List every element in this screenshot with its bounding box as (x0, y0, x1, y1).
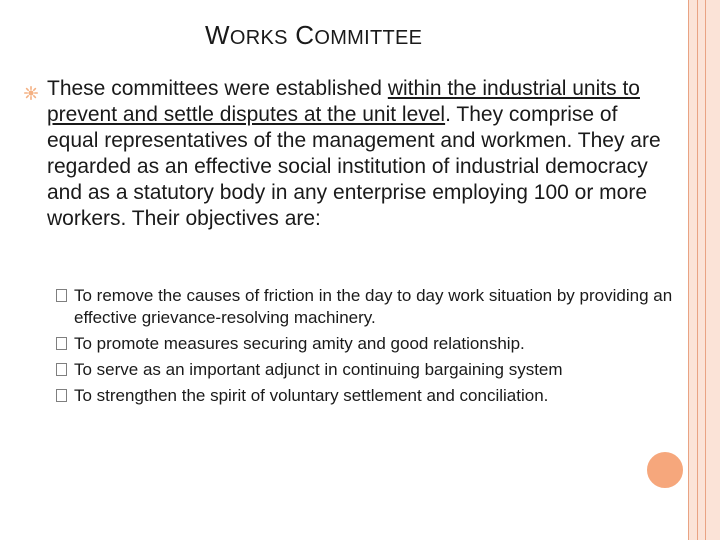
intro-text: These committees were established (47, 77, 388, 100)
frame-line (705, 0, 706, 540)
empty-box-icon (56, 337, 67, 350)
intro-text: . They comprise of equal representatives of the management and workmen. They are regarded as an effective social institution of industrial democracy and as a statutory body in any enterprise employing 100 or more workers. Their objectives are: (47, 103, 661, 230)
title-word-rest: ORKS (229, 27, 288, 49)
empty-box-icon (56, 289, 67, 302)
empty-box-icon (56, 389, 67, 402)
objective-text: To remove the causes of friction in the day to day work situation by providing an effective grievance-resolving machinery. (74, 286, 673, 327)
slide-title (205, 20, 505, 50)
title-initial: W (205, 20, 230, 50)
empty-box-icon (56, 363, 67, 376)
intro-paragraph (47, 76, 672, 232)
list-item (56, 359, 681, 381)
frame-line (697, 0, 698, 540)
sun-bullet-icon (24, 86, 38, 100)
title-initial: C (295, 20, 315, 50)
objectives-list (56, 285, 681, 411)
list-item (56, 333, 681, 355)
frame-line (688, 0, 689, 540)
objective-text: To promote measures securing amity and good relationship. (74, 334, 525, 353)
title-word-rest: OMMITTEE (314, 27, 423, 49)
accent-circle (645, 450, 685, 490)
list-item (56, 285, 681, 329)
objective-text: To strengthen the spirit of voluntary settlement and conciliation. (74, 386, 549, 405)
intro-underlined-text: within the industrial units to prevent and settle disputes at the unit level (47, 77, 640, 126)
list-item (56, 385, 681, 407)
objective-text: To serve as an important adjunct in continuing bargaining system (74, 360, 563, 379)
